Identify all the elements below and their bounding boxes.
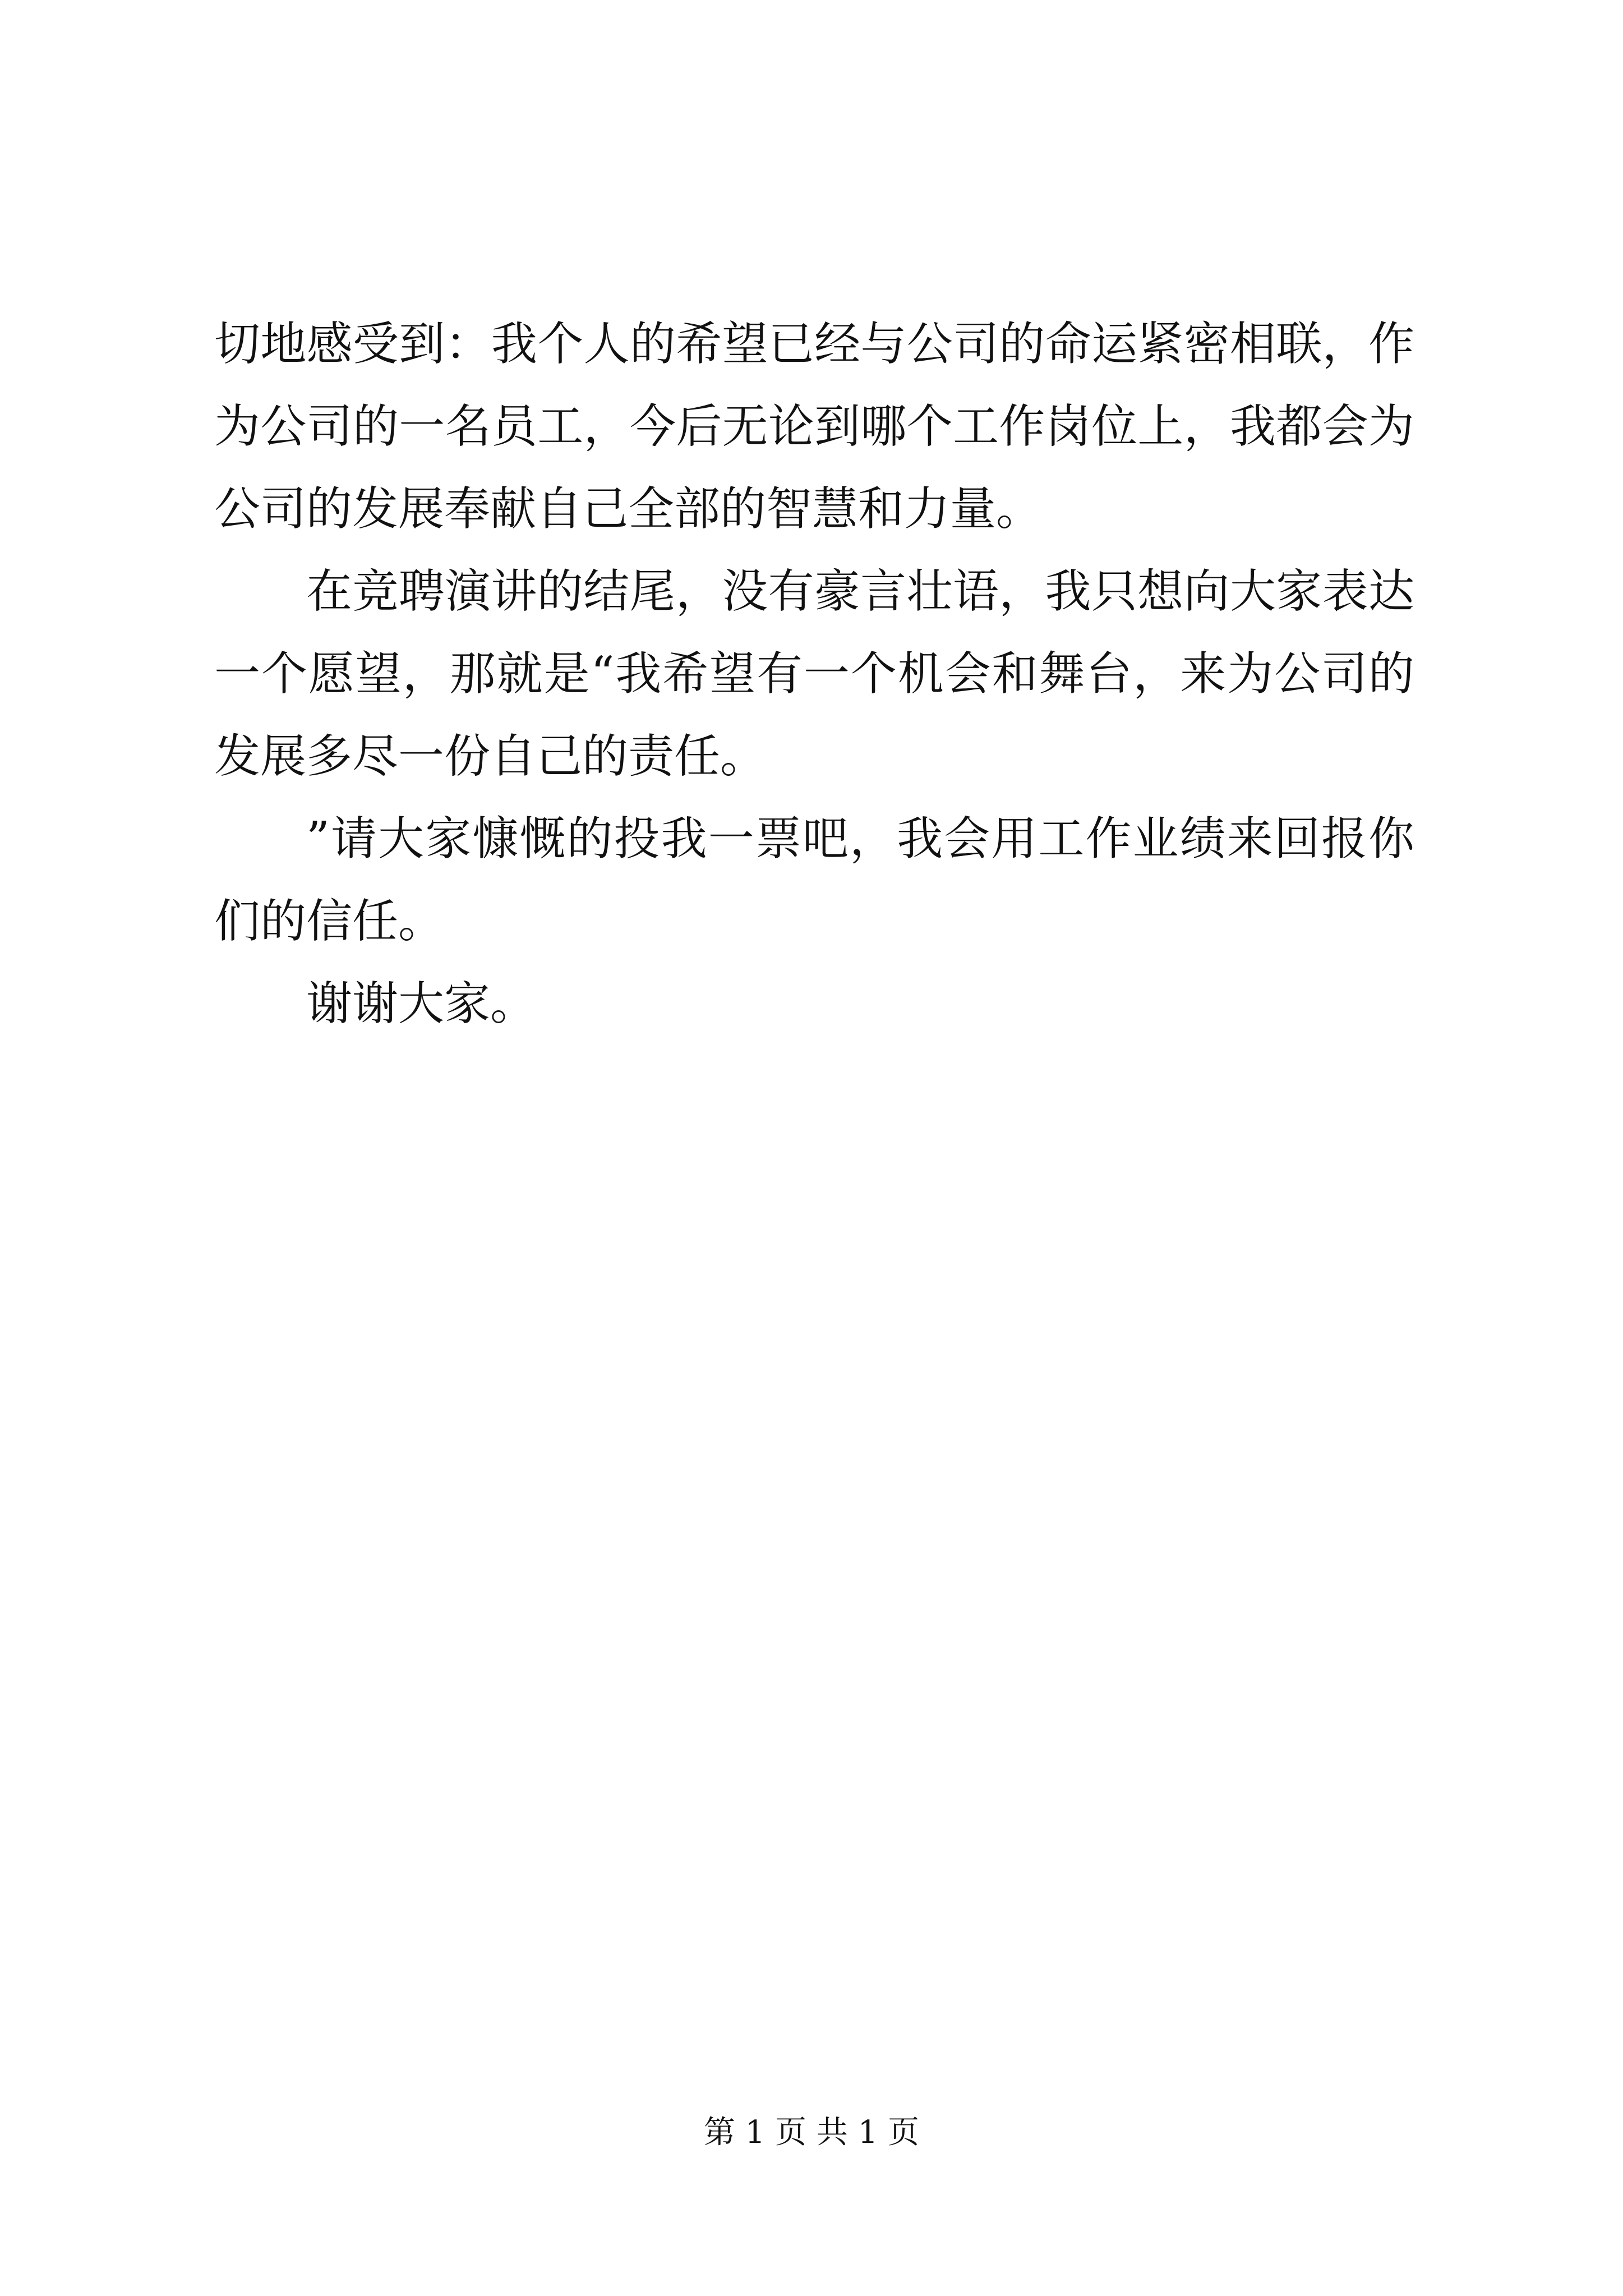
paragraph: 谢谢大家。 — [306, 977, 537, 1030]
paragraph: 在竞聘演讲的结尾，没有豪言壮语，我只想向大家表达一个愿望，那就是“我希望有一个机会和舞台，来为公司的发展多尽一份自己的责任。 — [214, 565, 1414, 783]
paragraph: 切地感受到：我个人的希望已经与公司的命运紧密相联，作为公司的一名员工，今后无论到哪个工作岗位上，我都会为公司的发展奉献自己全部的智慧和力量。 — [214, 318, 1414, 536]
paragraph: ”请大家慷慨的投我一票吧，我会用工作业绩来回报你们的信任。 — [214, 812, 1414, 948]
page-footer: 第 1 页 共 1 页 — [703, 2114, 920, 2151]
document-body — [214, 303, 1414, 1045]
